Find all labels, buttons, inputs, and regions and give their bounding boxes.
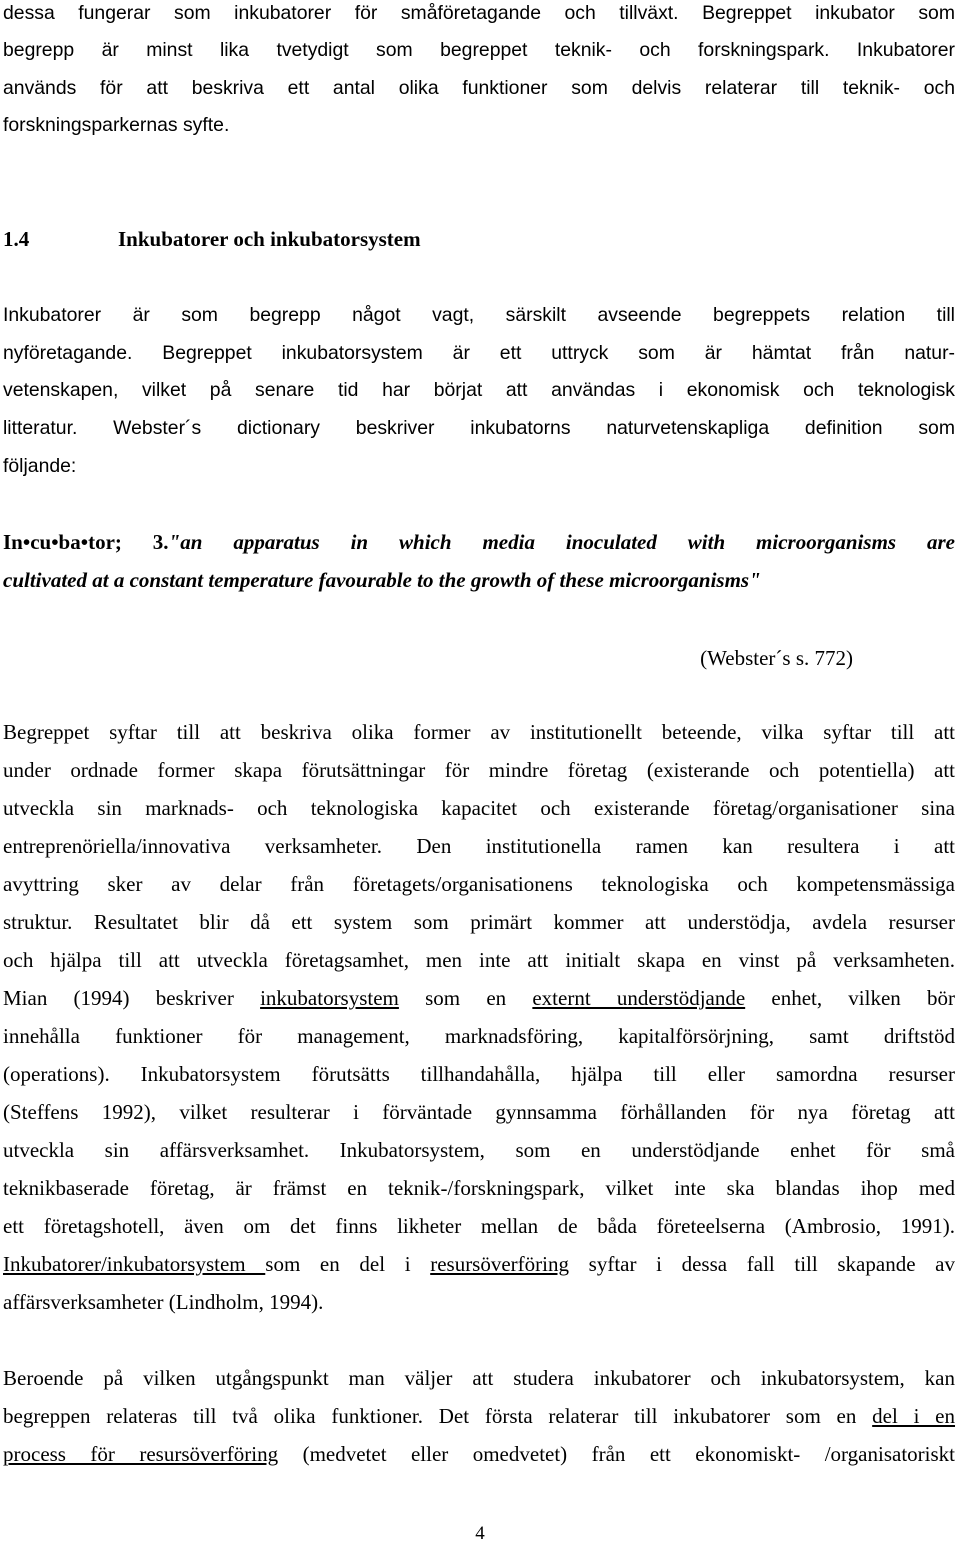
para3-line-3-a: (medvetet eller omedvetet) från ett ekonomiskt- /organisatoriskt bbox=[278, 1442, 955, 1466]
intro-line-3: används för att beskriva ett antal olika funktioner som delvis relaterar till teknik- och bbox=[3, 77, 955, 99]
para1-line-4: litteratur. Webster´s dictionary beskriver inkubatorns naturvetenskapliga definition som bbox=[3, 417, 955, 439]
para2-line-13: teknikbaserade företag, är främst en teknik-/forskningspark, vilket inte ska blandas ihop med bbox=[3, 1176, 955, 1200]
para2-line-3: utveckla sin marknads- och teknologiska kapacitet och existerande företag/organisationer sina bbox=[3, 796, 955, 820]
para2-line-15-b: syftar i dessa fall till skapande av bbox=[569, 1252, 955, 1276]
definition-line-1 bbox=[3, 529, 955, 555]
para2-line-4-b: Den institutionella ramen kan resultera i att bbox=[381, 834, 955, 858]
para3-line-2 bbox=[3, 1403, 955, 1429]
underlined-term-externt: externt understödjande bbox=[532, 986, 746, 1010]
para2-line-8-c: enhet, vilken bör bbox=[745, 986, 955, 1010]
para2-line-12-a: utveckla sin affärsverksamhet. bbox=[3, 1138, 310, 1162]
para2-line-10 bbox=[3, 1061, 955, 1087]
para3-line-1: Beroende på vilken utgångspunkt man väljer att studera inkubatorer och inkubatorsystem, kan bbox=[3, 1366, 955, 1390]
para1-line-2: nyföretagande. Begreppet inkubatorsystem är ett uttryck som är hämtat från natur- bbox=[3, 342, 955, 364]
underlined-term-resursoverforing: resursöverföring bbox=[430, 1252, 569, 1276]
section-heading bbox=[3, 226, 955, 252]
para2-line-7: och hjälpa till att utveckla företagsamhet, men inte att initialt skapa en vinst på verksamheten. bbox=[3, 948, 955, 972]
definition-term: In•cu•ba•tor; 3. bbox=[3, 530, 169, 554]
para2-line-8 bbox=[3, 985, 955, 1011]
underlined-term-del-i-en: del i en bbox=[872, 1404, 956, 1428]
para2-line-4-a: entreprenöriella/innovativa verksamheter. bbox=[3, 834, 382, 858]
underlined-term-inkubatorer: Inkubatorer/inkubatorsystem bbox=[3, 1252, 266, 1276]
para2-line-10-a: (operations). bbox=[3, 1062, 110, 1086]
para2-line-1: Begreppet syftar till att beskriva olika former av institutionellt beteende, vilka syftar till att bbox=[3, 720, 955, 744]
para2-line-2: under ordnade former skapa förutsättningar för mindre företag (existerande och potentiella) att bbox=[3, 758, 955, 782]
intro-line-4: forskningsparkernas syfte. bbox=[3, 114, 230, 136]
para2-line-12 bbox=[3, 1137, 955, 1163]
para2-line-16: affärsverksamheter (Lindholm, 1994). bbox=[3, 1290, 324, 1314]
para2-line-14: ett företagshotell, även om det finns likheter mellan de båda företeelserna (Ambrosio, 1991). bbox=[3, 1214, 955, 1238]
para2-line-6-b: Resultatet blir då ett system som primärt kommer att understödja, avdela resurser bbox=[72, 910, 955, 934]
section-title: Inkubatorer och inkubatorsystem bbox=[118, 227, 421, 251]
para2-line-15-a: som en del i bbox=[265, 1252, 431, 1276]
intro-line-2: begrepp är minst lika tvetydigt som begreppet teknik- och forskningspark. Inkubatorer bbox=[3, 39, 955, 61]
para3-line-2-b: Det första relaterar till inkubatorer som en bbox=[422, 1404, 873, 1428]
para1-line-3: vetenskapen, vilket på senare tid har börjat att användas i ekonomisk och teknologisk bbox=[3, 379, 955, 401]
para2-line-15 bbox=[3, 1251, 955, 1277]
definition-line-2: cultivated at a constant temperature favourable to the growth of these microorganisms" bbox=[3, 568, 761, 592]
definition-text-1: "an apparatus in which media inoculated with microorganisms are bbox=[168, 530, 955, 554]
page-number: 4 bbox=[475, 1523, 485, 1544]
para2-line-11: (Steffens 1992), vilket resulterar i förväntade gynnsamma förhållanden för nya företag att bbox=[3, 1100, 955, 1124]
para2-line-6-a: struktur. bbox=[3, 910, 73, 934]
para2-line-4 bbox=[3, 833, 955, 859]
para1-line-5: följande: bbox=[3, 455, 77, 477]
underlined-term-process: process för resursöverföring bbox=[3, 1442, 279, 1466]
para2-line-5: avyttring sker av delar från företagets/organisationens teknologiska och kompetensmässiga bbox=[3, 872, 955, 896]
definition-source: (Webster´s s. 772) bbox=[700, 646, 853, 670]
intro-line-1: dessa fungerar som inkubatorer för småföretagande och tillväxt. Begreppet inkubator som bbox=[3, 2, 955, 24]
para2-line-8-b: som en bbox=[398, 986, 533, 1010]
para2-line-6 bbox=[3, 909, 955, 935]
para2-line-12-b: Inkubatorsystem, som en understödjande enhet för små bbox=[309, 1138, 955, 1162]
para3-line-2-a: begreppen relateras till två olika funktioner. bbox=[3, 1404, 423, 1428]
para2-line-8-a: Mian (1994) beskriver bbox=[3, 986, 261, 1010]
para2-line-9: innehålla funktioner för management, marknadsföring, kapitalförsörjning, samt driftstöd bbox=[3, 1024, 955, 1048]
para3-line-3 bbox=[3, 1441, 955, 1467]
underlined-term-inkubatorsystem: inkubatorsystem bbox=[260, 986, 399, 1010]
section-number: 1.4 bbox=[3, 227, 30, 251]
para2-line-10-b: Inkubatorsystem förutsätts tillhandahålla, hjälpa till eller samordna resurser bbox=[109, 1062, 955, 1086]
para1-line-1: Inkubatorer är som begrepp något vagt, särskilt avseende begreppets relation till bbox=[3, 304, 955, 326]
